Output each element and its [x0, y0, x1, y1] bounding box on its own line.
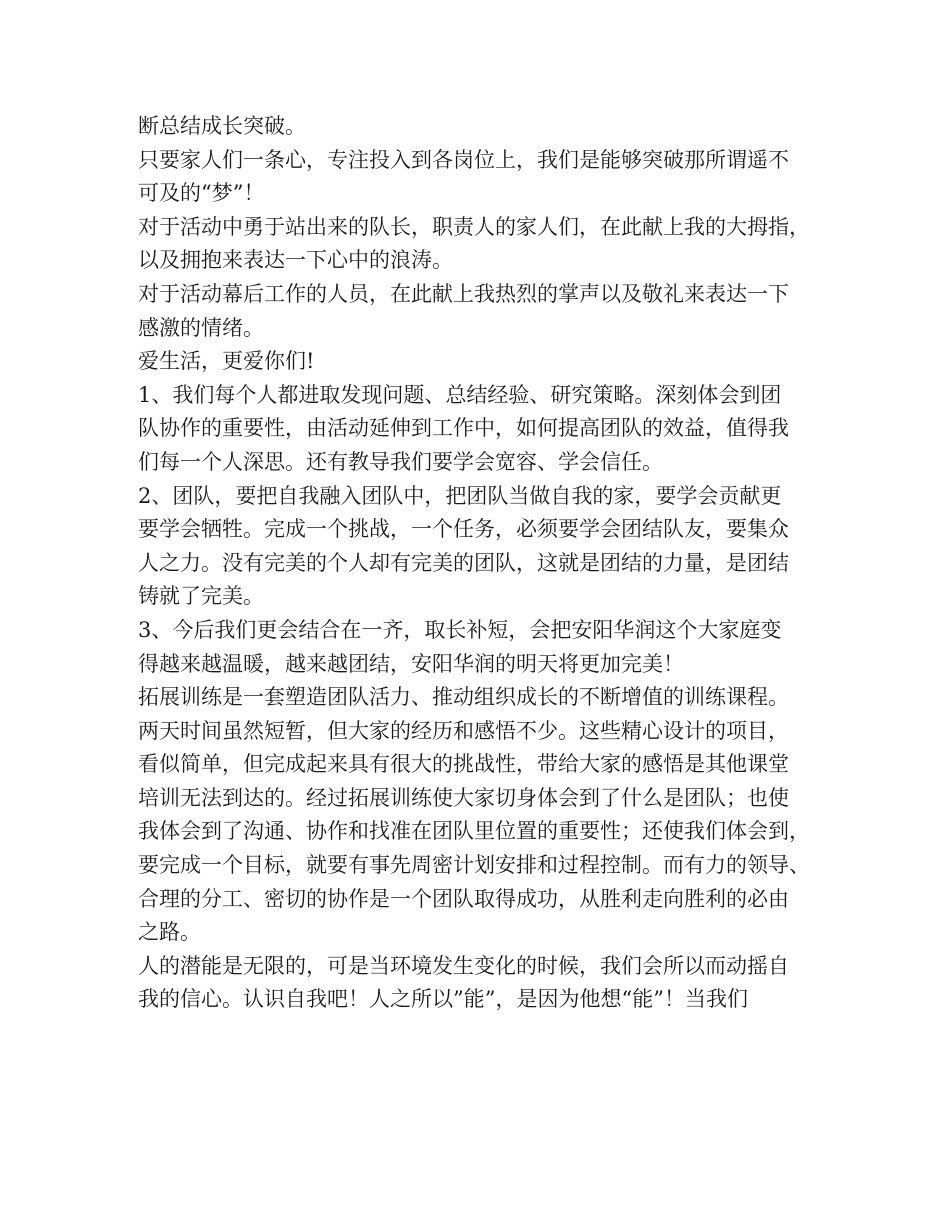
text-line: 看似简单，但完成起来具有很大的挑战性，带给大家的感悟是其他课堂	[138, 752, 789, 777]
text-line: 合理的分工、密切的协作是一个团队取得成功，从胜利走向胜利的必由	[138, 886, 789, 911]
text-line: 人的潜能是无限的，可是当环境发生变化的时候，我们会所以而动摇自	[138, 953, 789, 978]
text-line: 只要家人们一条心，专注投入到各岗位上，我们是能够突破那所谓遥不	[138, 147, 789, 172]
text-line: 对于活动幕后工作的人员，在此献上我热烈的掌声以及敬礼来表达一下	[138, 281, 789, 306]
text-line: 两天时间虽然短暂，但大家的经历和感悟不少。这些精心设计的项目，	[138, 718, 789, 743]
text-line: 们每一个人深思。还有教导我们要学会宽容、学会信任。	[138, 449, 663, 474]
text-line: 2、团队，要把自我融入团队中，把团队当做自我的家，要学会贡献更	[138, 483, 782, 508]
text-line: 感激的情绪。	[138, 315, 264, 340]
text-line: 我的信心。认识自我吧！人之所以”能”，是因为他想“能”！当我们	[138, 987, 748, 1012]
text-line: 队协作的重要性，由活动延伸到工作中，如何提高团队的效益，值得我	[138, 416, 789, 441]
text-line: 之路。	[138, 920, 201, 945]
document-body	[138, 110, 828, 1017]
text-line: 可及的“梦”！	[138, 181, 265, 206]
text-line: 爱生活，更爱你们!	[138, 349, 315, 374]
text-line: 对于活动中勇于站出来的队长，职责人的家人们，在此献上我的大拇指，	[138, 214, 810, 239]
text-line: 得越来越温暖，越来越团结，安阳华润的明天将更加完美！	[138, 651, 684, 676]
text-line: 我体会到了沟通、协作和找准在团队里位置的重要性；还使我们体会到，	[138, 819, 810, 844]
text-line: 要学会牺牲。完成一个挑战，一个任务，必须要学会团结队友，要集众	[138, 517, 789, 542]
text-line: 以及拥抱来表达一下心中的浪涛。	[138, 248, 453, 273]
text-line: 拓展训练是一套塑造团队活力、推动组织成长的不断增值的训练课程。	[138, 685, 789, 710]
text-line: 铸就了完美。	[138, 584, 264, 609]
text-line: 1、我们每个人都进取发现问题、总结经验、研究策略。深刻体会到团	[138, 382, 782, 407]
text-line: 要完成一个目标，就要有事先周密计划安排和过程控制。而有力的领导、	[138, 853, 810, 878]
text-line: 断总结成长突破。	[138, 114, 306, 138]
text-line: 培训无法到达的。经过拓展训练使大家切身体会到了什么是团队；也使	[138, 785, 789, 810]
text-line: 3、今后我们更会结合在一齐，取长补短，会把安阳华润这个大家庭变	[138, 617, 782, 642]
text-line: 人之力。没有完美的个人却有完美的团队，这就是团结的力量，是团结	[138, 550, 789, 575]
